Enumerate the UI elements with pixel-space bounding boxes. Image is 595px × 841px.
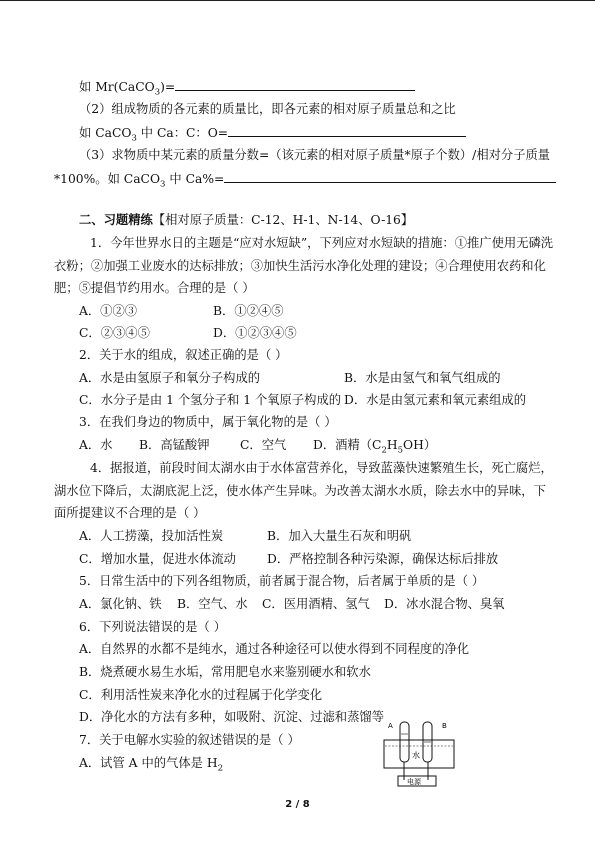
- q6-stem: 6．下列说法错误的是（ ）: [79, 620, 226, 634]
- page-number: 2 / 8: [285, 799, 310, 810]
- mr-answer-blank[interactable]: [175, 78, 415, 91]
- q3-stem: 3．在我们身边的物质中，属于氧化物的是（ ）: [79, 415, 337, 429]
- q3-d-tail: OH）: [403, 438, 437, 452]
- q5-stem: 5．日常生活中的下列各组物质，前者属于混合物，后者属于单质的是（ ）: [79, 574, 485, 588]
- ratio-answer-blank[interactable]: [228, 124, 466, 137]
- q3-option-d[interactable]: [313, 437, 437, 456]
- q7-a-sub: 2: [217, 763, 224, 774]
- ca-percent-answer-blank[interactable]: [224, 170, 556, 183]
- q2-option-d[interactable]: D．水是由氢元素和氧元素组成的: [344, 393, 527, 407]
- q6-option-d[interactable]: D．净化水的方法有多种，如吸附、沉淀、过滤和蒸馏等: [79, 710, 384, 724]
- q2-option-a[interactable]: A．水是由氢原子和氧分子构成的: [79, 371, 261, 385]
- section-note: 【相对原子质量：C-12、H-1、N-14、O-16】: [152, 213, 414, 227]
- q3-d-prefix: D．酒精（C: [313, 438, 382, 452]
- q4-option-d[interactable]: D．严格控制各种污染源，确保达标后排放: [267, 552, 499, 566]
- q4-option-a[interactable]: A．人工捞藻，投加活性炭: [79, 529, 224, 543]
- q2-option-b[interactable]: B．水是由氢气和氧气组成的: [344, 371, 501, 385]
- q1-line1: 1．今年世界水日的主题是“应对水短缺”，下列应对水短缺的措施：①推广使用无磷洗: [90, 236, 554, 250]
- item3-prefix: *100%。如 CaCO: [54, 172, 161, 186]
- q2-stem: 2．关于水的组成，叙述正确的是（ ）: [79, 348, 288, 362]
- label-power: 电源: [407, 778, 421, 786]
- q2-option-c[interactable]: C．水分子是由 1 个氢分子和 1 个氧原子构成的: [79, 393, 342, 407]
- q1-option-b[interactable]: B．①②④⑤: [213, 304, 284, 318]
- q1-option-c[interactable]: C．②③④⑤: [79, 326, 150, 340]
- q4-line2: 湖水位下降后，太湖底泥上泛，使水体产生异味。为改善太湖水水质，除去水中的异味，下: [54, 484, 546, 498]
- q6-option-a[interactable]: A．自然界的水都不是纯水，通过各种途径可以使水得到不同程度的净化: [79, 642, 470, 656]
- q1-line3: 肥；⑤提倡节约用水。合理的是（ ）: [54, 281, 255, 295]
- item2-text: （2）组成物质的各元素的质量比，即各元素的相对原子质量总和之比: [79, 102, 456, 116]
- mr-tail: )=: [160, 80, 176, 94]
- q3-d-sub2: 5: [397, 445, 404, 456]
- ratio-sub: 3: [131, 133, 137, 144]
- label-a: A: [388, 722, 393, 730]
- mr-label: 如 Mr(CaCO: [79, 80, 155, 94]
- q7-a-prefix: A．试管 A 中的气体是 H: [79, 756, 218, 770]
- q5-option-d[interactable]: D．冰水混合物、臭氧: [384, 597, 505, 611]
- electrolysis-figure: [378, 720, 462, 791]
- q3-d-sub1: 2: [381, 445, 387, 456]
- label-water: 水: [412, 751, 420, 760]
- mr-line: [79, 78, 415, 98]
- q1-line2: 衣粉；②加强工业废水的达标排放；③加快生活污水净化处理的建设；④合理使用农药和化: [54, 259, 546, 273]
- mr-sub: 3: [154, 87, 161, 98]
- q3-option-c[interactable]: C．空气: [240, 438, 287, 452]
- item3-line1: （3）求物质中某元素的质量分数=（该元素的相对原子质量*原子个数）/相对分子质量: [79, 148, 551, 162]
- q1-option-d[interactable]: D．①②③④⑤: [213, 326, 297, 340]
- ratio-line: [79, 124, 466, 144]
- electrolysis-diagram: [378, 720, 462, 788]
- q3-option-b[interactable]: B．高锰酸钾: [139, 438, 210, 452]
- q4-line1: 4．据报道，前段时间太湖水由于水体富营养化，导致蓝藻快速繁殖生长，死亡腐烂，: [90, 461, 553, 475]
- q7-stem: 7．关于电解水实验的叙述错误的是（ ）: [79, 733, 300, 747]
- tube-a: [400, 722, 409, 762]
- q5-option-a[interactable]: A．氯化钠、铁: [79, 597, 162, 611]
- ratio-tail: 中 Ca：C：O=: [136, 126, 229, 140]
- q7-option-a[interactable]: [79, 755, 224, 774]
- label-b: B: [442, 722, 447, 730]
- item3-sub: 3: [160, 179, 166, 190]
- q4-option-c[interactable]: C．增加水量，促进水体流动: [79, 552, 236, 566]
- section-heading: [79, 212, 413, 228]
- header-rule: [0, 0, 595, 1]
- q3-d-mid: H: [386, 438, 398, 452]
- q5-option-b[interactable]: B．空气、水: [177, 597, 248, 611]
- section-title: 二、习题精练: [79, 212, 153, 227]
- item3-tail: 中 Ca%=: [165, 172, 225, 186]
- q4-option-b[interactable]: B．加入大量生石灰和明矾: [267, 529, 412, 543]
- q3-option-a[interactable]: A．水: [79, 438, 113, 452]
- q4-line3: 面所提建议不合理的是（ ）: [54, 506, 206, 520]
- item3-line2: [54, 170, 556, 190]
- q6-option-c[interactable]: C．利用活性炭来净化水的过程属于化学变化: [79, 688, 323, 702]
- q1-option-a[interactable]: A．①②③: [79, 304, 138, 318]
- q6-option-b[interactable]: B．烧煮硬水易生水垢，常用肥皂水来鉴别硬水和软水: [79, 665, 371, 679]
- q5-option-c[interactable]: C．医用酒精、氢气: [262, 597, 370, 611]
- ratio-prefix: 如 CaCO: [79, 126, 132, 140]
